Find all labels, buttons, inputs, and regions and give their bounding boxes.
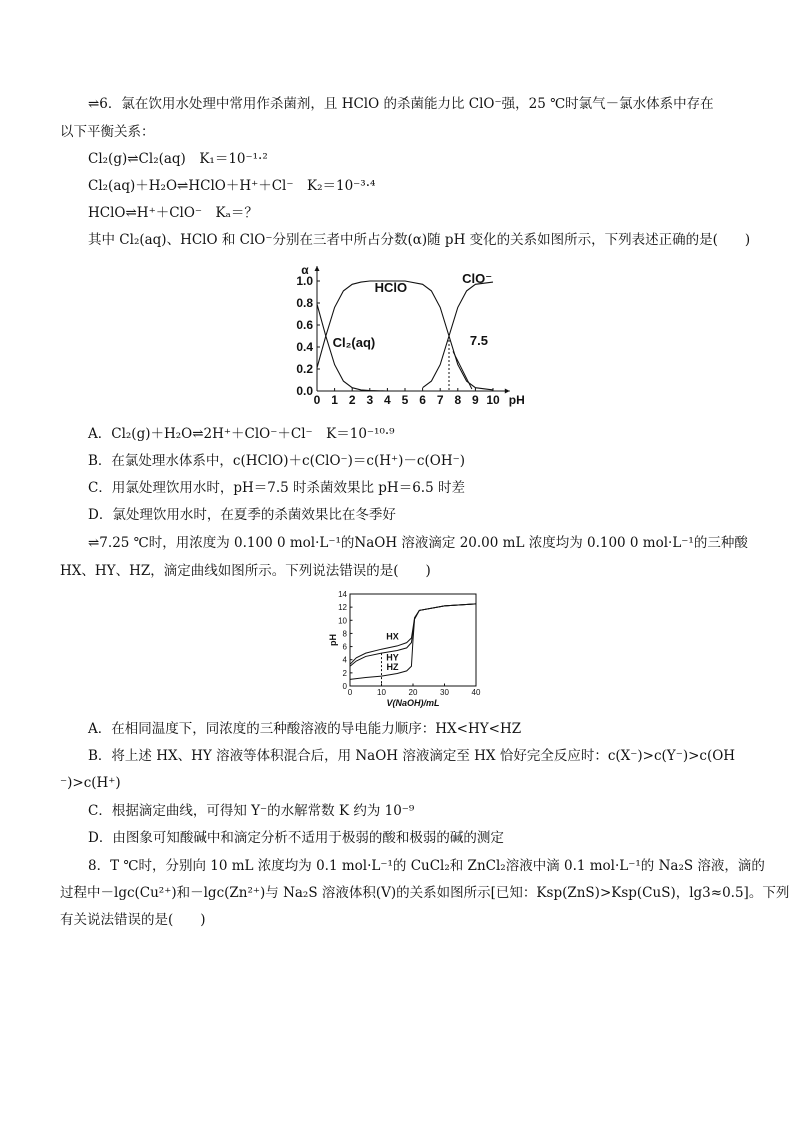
series-label-hclo: HClO xyxy=(374,280,408,295)
y-tick-label: 14 xyxy=(338,590,347,599)
q6-option-c: C．用氯处理饮用水时，pH＝7.5 时杀菌效果比 pH＝6.5 时差 xyxy=(88,480,465,496)
x-axis-label: pH xyxy=(508,393,525,407)
series-label-hx: HX xyxy=(386,631,399,642)
q6-option-b: B．在氯处理水体系中，c(HClO)＋c(ClO⁻)＝c(H⁺)－c(OH⁻) xyxy=(88,453,465,469)
x-tick-label: 0 xyxy=(347,688,353,697)
x-tick-label: 5 xyxy=(401,393,409,407)
q6-stem-line1: ⇌6．氯在饮用水处理中常用作杀菌剂，且 HClO 的杀菌能力比 ClO⁻强，25 ℃时氯气－氯水体系中存在 xyxy=(88,96,714,112)
x-tick-label: 20 xyxy=(408,688,418,697)
y-tick-label: 6 xyxy=(342,642,347,652)
q6-equation-2: Cl₂(aq)＋H₂O⇌HClO＋H⁺＋Cl⁻ K₂＝10⁻³·⁴ xyxy=(88,178,376,194)
q6-stem-line3: 其中 Cl₂(aq)、HClO 和 ClO⁻分别在三者中所占分数(α)随 pH 变化的关系如图所示，下列表述正确的是( ) xyxy=(88,232,751,248)
y-axis-label: α xyxy=(301,263,309,277)
x-tick-label: 40 xyxy=(471,688,481,697)
y-tick-label: 0.8 xyxy=(296,296,313,310)
q7-option-c: C．根据滴定曲线，可得知 Y⁻的水解常数 K 约为 10⁻⁹ xyxy=(88,803,415,819)
x-tick-label: 3 xyxy=(366,393,374,407)
annotation-leader xyxy=(453,351,472,389)
x-tick-label: 8 xyxy=(454,393,462,407)
series-label-hy: HY xyxy=(386,652,399,663)
q7-option-b-continued: ⁻)>c(H⁺) xyxy=(60,775,121,791)
x-tick-label: 0 xyxy=(313,393,321,407)
x-tick-label: 4 xyxy=(384,393,391,407)
y-tick-label: 10 xyxy=(338,616,347,626)
x-tick-label: 1 xyxy=(331,393,338,407)
fraction-vs-ph-chart xyxy=(285,255,530,415)
x-tick-label: 2 xyxy=(348,393,356,407)
series-line-hz xyxy=(350,604,476,680)
y-tick-label: 1.0 xyxy=(296,274,313,288)
x-axis-label: V(NaOH)/mL xyxy=(386,698,440,708)
y-axis-label: pH xyxy=(328,634,338,646)
y-tick-label: 2 xyxy=(342,668,347,678)
series-label-clo: ClO⁻ xyxy=(462,271,493,287)
annotation-7-5: 7.5 xyxy=(469,332,488,348)
y-tick-label: 4 xyxy=(342,655,347,665)
x-tick-label: 6 xyxy=(419,393,426,407)
q7-option-d: D．由图象可知酸碱中和滴定分析不适用于极弱的酸和极弱的碱的测定 xyxy=(88,830,504,846)
x-tick-label: 10 xyxy=(377,688,386,697)
y-tick-label: 12 xyxy=(338,603,347,613)
q6-option-a: A．Cl₂(g)＋H₂O⇌2H⁺＋ClO⁻＋Cl⁻ K＝10⁻¹⁰·⁹ xyxy=(88,426,395,442)
series-label-cl2aq: Cl₂(aq) xyxy=(332,335,376,350)
x-tick-label: 7 xyxy=(436,393,444,407)
y-tick-label: 0.0 xyxy=(296,384,313,398)
q7-stem-line2: HX、HY、HZ，滴定曲线如图所示。下列说法错误的是( ) xyxy=(60,563,431,579)
q8-stem-line3: 有关说法错误的是( ) xyxy=(60,912,206,928)
q8-stem-line2: 过程中－lgc(Cu²⁺)和－lgc(Zn²⁺)与 Na₂S 溶液体积(V)的关系如图所示[已知：Ksp(ZnS)>Ksp(CuS)，lg3≈0.5]。下列 xyxy=(60,885,790,901)
y-axis-arrow xyxy=(315,266,320,271)
x-tick-label: 10 xyxy=(486,393,500,407)
y-tick-label: 0.6 xyxy=(296,318,313,332)
q6-stem-line2: 以下平衡关系： xyxy=(60,124,155,140)
titration-curve-chart xyxy=(330,588,490,712)
x-tick-label: 30 xyxy=(440,688,449,697)
q6-option-d: D．氯处理饮用水时，在夏季的杀菌效果比在冬季好 xyxy=(88,507,396,523)
q6-equation-1: Cl₂(g)⇌Cl₂(aq) K₁＝10⁻¹·² xyxy=(88,151,268,167)
x-tick-label: 9 xyxy=(472,393,479,407)
y-tick-label: 0 xyxy=(342,682,347,691)
y-tick-label: 0.4 xyxy=(296,340,313,354)
y-tick-label: 0.2 xyxy=(296,362,313,376)
series-label-hz: HZ xyxy=(386,662,399,673)
q7-option-a: A．在相同温度下，同浓度的三种酸溶液的导电能力顺序：HX<HY<HZ xyxy=(88,721,522,737)
q7-option-b: B．将上述 HX、HY 溶液等体积混合后，用 NaOH 溶液滴定至 HX 恰好完全反应时：c(X⁻)>c(Y⁻)>c(OH xyxy=(88,748,736,764)
q8-stem-line1: 8．T ℃时，分别向 10 mL 浓度均为 0.1 mol·L⁻¹的 CuCl₂和 ZnCl₂溶液中滴 0.1 mol·L⁻¹的 Na₂S 溶液，滴的 xyxy=(88,858,765,874)
q6-equation-3: HClO⇌H⁺＋ClO⁻ Kₐ＝？ xyxy=(88,205,258,221)
y-tick-label: 8 xyxy=(342,629,347,639)
q7-stem-line1: ⇌7.25 ℃时，用浓度为 0.100 0 mol·L⁻¹的NaOH 溶液滴定 20.00 mL 浓度均为 0.100 0 mol·L⁻¹的三种酸 xyxy=(88,535,748,551)
